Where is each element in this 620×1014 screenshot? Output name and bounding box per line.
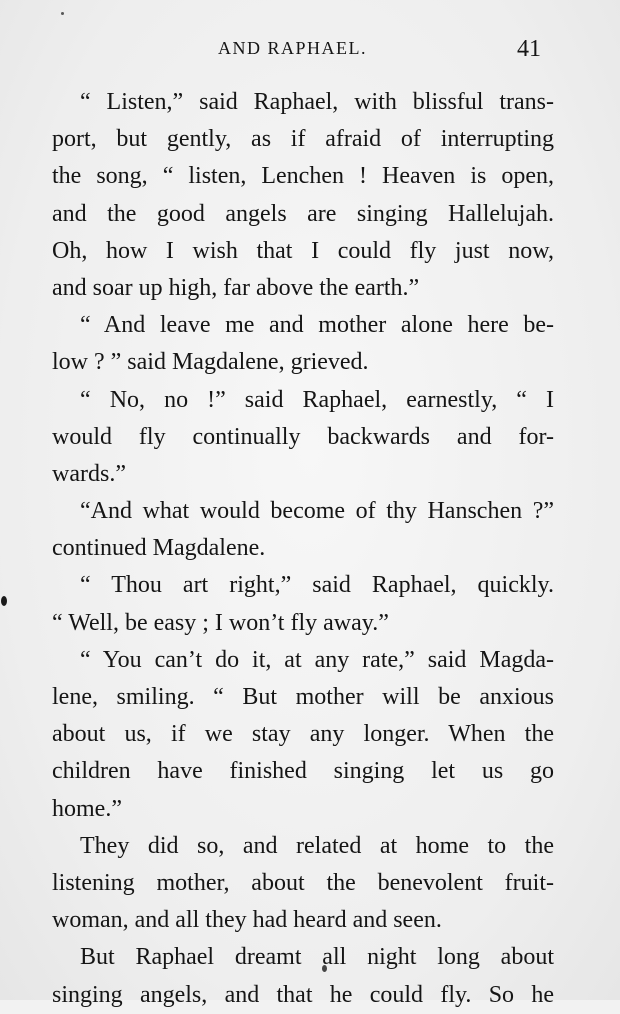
running-title: AND RAPHAEL. bbox=[218, 38, 368, 58]
text-line: low ? ” said Magdalene, grieved. bbox=[52, 349, 369, 376]
text-line: would fly continually backwards and for- bbox=[52, 423, 554, 450]
page-number: 41 bbox=[517, 36, 541, 62]
text-line: Oh, how I wish that I could fly just now, bbox=[52, 237, 554, 264]
text-line: “ Listen,” said Raphael, with blissful trans- bbox=[80, 89, 554, 115]
text-line: children have finished singing let us go bbox=[52, 758, 554, 785]
text-line: They did so, and related at home to the bbox=[80, 832, 554, 859]
print-speck bbox=[1, 596, 7, 606]
text-line: home.” bbox=[52, 795, 122, 822]
text-line: continued Magdalene. bbox=[52, 535, 266, 562]
text-line: “ No, no !” said Raphael, earnestly, “ I bbox=[80, 386, 554, 413]
text-line: “ Well, be easy ; I won’t fly away.” bbox=[52, 609, 389, 636]
text-line: about us, if we stay any longer. When the bbox=[52, 721, 554, 748]
running-header bbox=[0, 36, 620, 66]
text-line: “ You can’t do it, at any rate,” said Magda- bbox=[80, 646, 554, 673]
text-line: lene, smiling. “ But mother will be anxious bbox=[52, 684, 554, 710]
text-line: and the good angels are singing Hallelujah. bbox=[52, 200, 554, 227]
text-line: woman, and all they had heard and seen. bbox=[52, 907, 442, 934]
text-line: “ Thou art right,” said Raphael, quickly. bbox=[80, 572, 554, 599]
text-line: port, but gently, as if afraid of interrupting bbox=[52, 126, 554, 153]
text-line: But Raphael dreamt all night long about bbox=[80, 944, 554, 971]
body-text bbox=[52, 84, 554, 1014]
text-line: and soar up high, far above the earth.” bbox=[52, 274, 420, 301]
text-line: “ And leave me and mother alone here be- bbox=[80, 312, 554, 339]
text-line: the song, “ listen, Lenchen ! Heaven is open, bbox=[52, 163, 554, 190]
text-line: listening mother, about the benevolent fruit- bbox=[52, 869, 554, 896]
text-line: wards.” bbox=[52, 460, 126, 487]
text-line: singing angels, and that he could fly. So he bbox=[52, 981, 554, 1008]
text-line: “And what would become of thy Hanschen ?” bbox=[80, 498, 554, 525]
print-speck bbox=[61, 12, 64, 15]
